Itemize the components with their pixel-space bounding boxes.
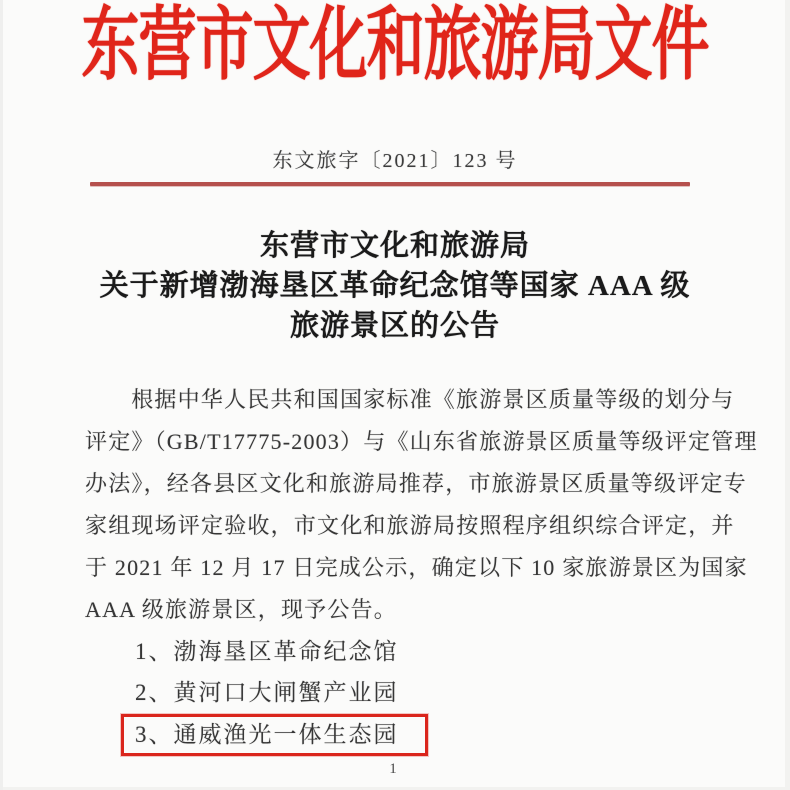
red-highlight-box: 3、通威渔光一体生态园	[121, 714, 428, 756]
body-line: 根据中华人民共和国国家标准《旅游景区质量等级的划分与	[131, 387, 735, 412]
list-item-1: 1、渤海垦区革命纪念馆	[135, 639, 399, 664]
body-line: 办法》，经各县区文化和旅游局推荐，市旅游景区质量等级评定专	[85, 471, 747, 496]
red-letterhead-banner: 东营市文化和旅游局文件	[81, 0, 709, 90]
list-item-2: 2、黄河口大闸蟹产业园	[135, 680, 399, 705]
document-reference-number: 东文旅字〔2021〕123 号	[272, 150, 518, 172]
title-line-issuer: 东营市文化和旅游局	[259, 230, 530, 262]
title-line-subject: 关于新增渤海垦区革命纪念馆等国家 AAA 级	[99, 270, 691, 302]
body-line: 评定》（GB/T17775-2003）与《山东省旅游景区质量等级评定管理	[85, 429, 758, 454]
body-line: 家组现场评定验收，市文化和旅游局按照程序组织综合评定，并	[85, 513, 735, 538]
list-item-3	[135, 713, 790, 757]
red-divider-line	[90, 182, 690, 186]
title-line-type: 旅游景区的公告	[289, 310, 500, 342]
page-number: 1	[389, 761, 397, 777]
scenic-area-list	[135, 631, 790, 757]
document-title	[0, 226, 790, 346]
body-paragraph	[85, 379, 758, 631]
body-line: AAA 级旅游景区，现予公告。	[85, 597, 397, 622]
body-line: 于 2021 年 12 月 17 日完成公示，确定以下 10 家旅游景区为国家	[85, 555, 748, 580]
